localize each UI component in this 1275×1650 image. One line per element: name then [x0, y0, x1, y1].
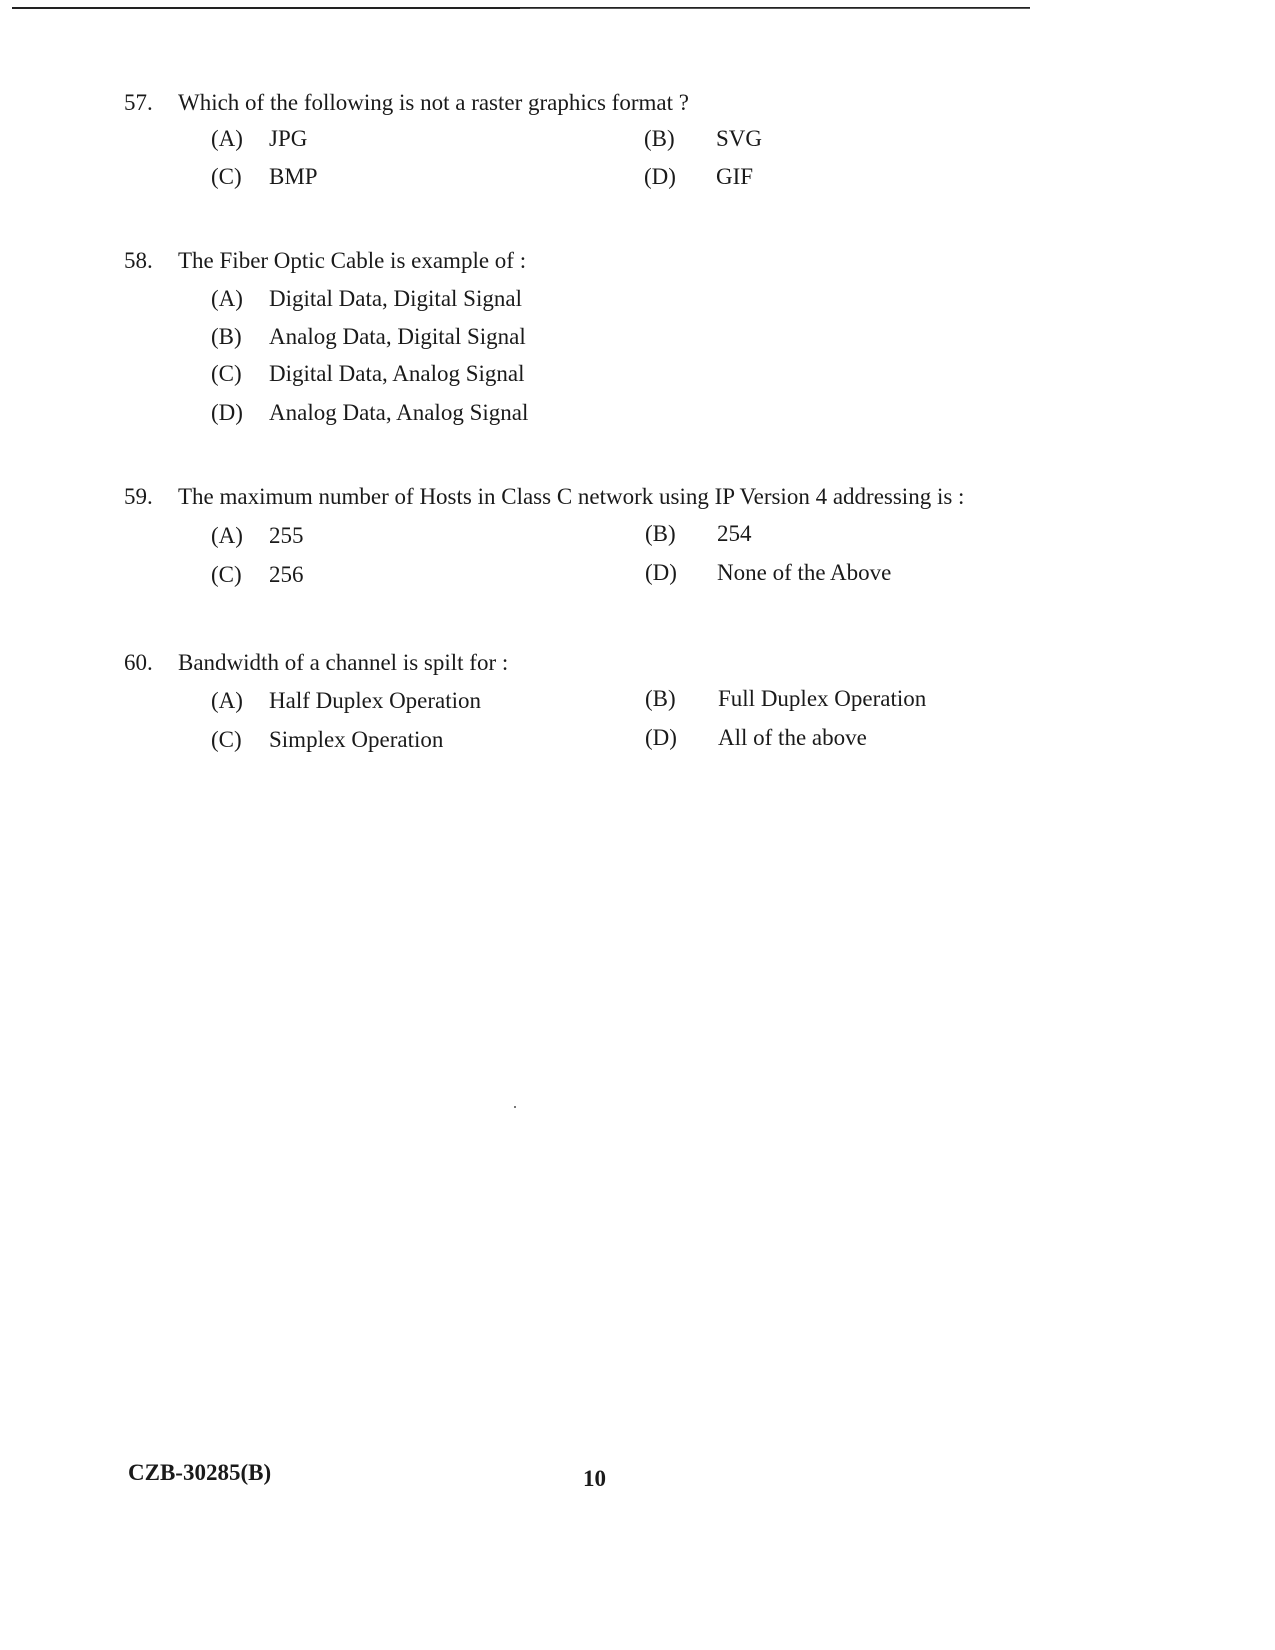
- question-57: [0, 88, 1275, 189]
- option-letter: (D): [211, 400, 243, 425]
- option-letter: (D): [644, 164, 676, 189]
- paper-code: CZB-30285(B): [128, 1460, 272, 1485]
- option-text: 256: [269, 562, 304, 587]
- option-text: JPG: [269, 126, 308, 151]
- option-text: Analog Data, Digital Signal: [269, 324, 526, 349]
- option-letter: (B): [645, 521, 676, 546]
- option-text: BMP: [269, 164, 318, 189]
- question-number: 58.: [124, 248, 153, 273]
- page-number: 10: [583, 1466, 606, 1491]
- option-letter: (A): [211, 286, 243, 311]
- option-text: 255: [269, 523, 304, 548]
- question-number: 57.: [124, 90, 153, 115]
- option-letter: (C): [211, 562, 242, 587]
- scan-speck: [514, 1106, 516, 1108]
- question-58: [0, 246, 1275, 425]
- option-text: All of the above: [718, 725, 867, 750]
- option-letter: (A): [211, 523, 243, 548]
- question-number: 59.: [124, 484, 153, 509]
- question-60: [0, 648, 1275, 752]
- question-text: The maximum number of Hosts in Class C network using IP Version 4 addressing is :: [178, 484, 965, 509]
- option-text: Digital Data, Digital Signal: [269, 286, 522, 311]
- question-text: Bandwidth of a channel is spilt for :: [178, 650, 509, 675]
- option-letter: (B): [644, 126, 675, 151]
- question-text: Which of the following is not a raster graphics format ?: [178, 90, 689, 115]
- top-rule-thin: [520, 8, 1030, 9]
- option-text: Digital Data, Analog Signal: [269, 361, 525, 386]
- option-letter: (D): [645, 725, 677, 750]
- option-text: SVG: [716, 126, 763, 151]
- option-letter: (C): [211, 361, 242, 386]
- option-text: Simplex Operation: [269, 727, 444, 752]
- option-text: Analog Data, Analog Signal: [269, 400, 529, 425]
- option-text: GIF: [716, 164, 754, 189]
- option-letter: (B): [211, 324, 242, 349]
- question-59: [0, 482, 1275, 587]
- option-letter: (D): [645, 560, 677, 585]
- question-text: The Fiber Optic Cable is example of :: [178, 248, 527, 273]
- option-letter: (C): [211, 164, 242, 189]
- option-text: 254: [717, 521, 752, 546]
- option-letter: (B): [645, 686, 676, 711]
- option-text: Full Duplex Operation: [718, 686, 927, 711]
- option-letter: (C): [211, 727, 242, 752]
- option-letter: (A): [211, 126, 243, 151]
- question-number: 60.: [124, 650, 153, 675]
- option-text: None of the Above: [717, 560, 892, 585]
- option-text: Half Duplex Operation: [269, 688, 482, 713]
- option-letter: (A): [211, 688, 243, 713]
